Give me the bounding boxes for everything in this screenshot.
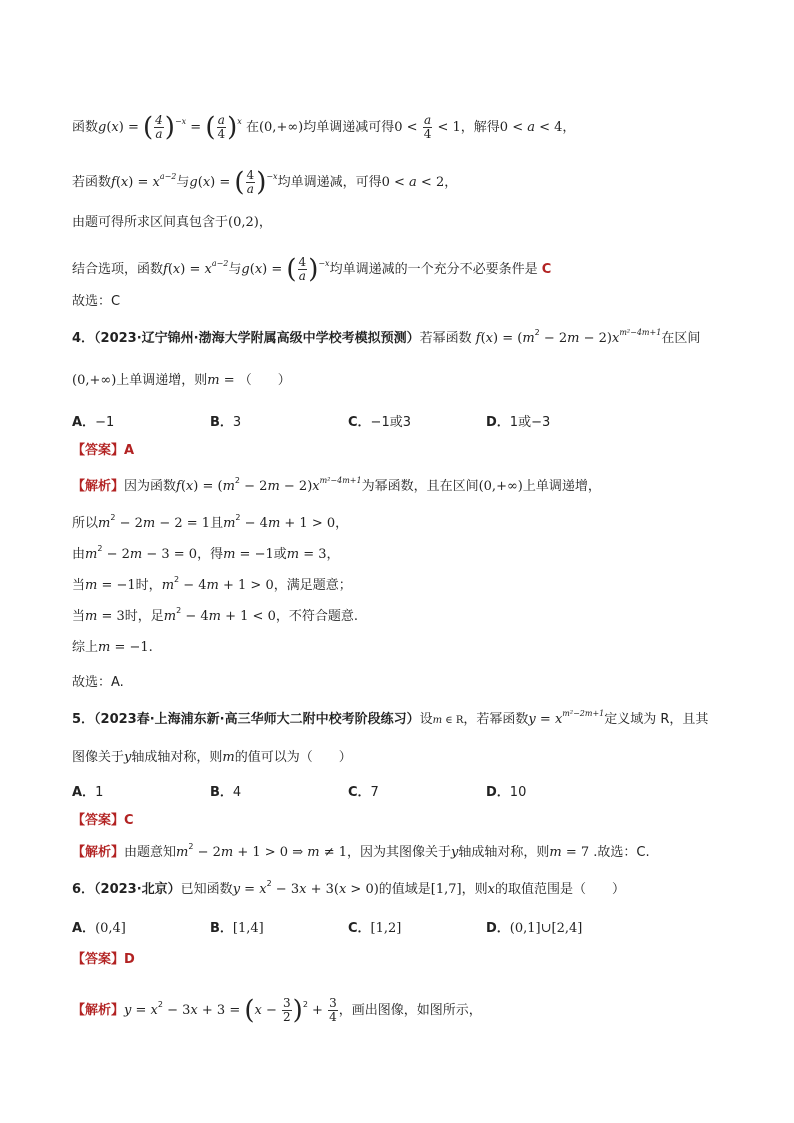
text: ，解得 <box>460 120 500 135</box>
text: 结合选项，函数 <box>72 262 164 277</box>
text: （ ） <box>238 373 291 388</box>
answer-4 <box>72 441 134 461</box>
option-b: B．4 <box>210 785 242 800</box>
option-b: B．[1,4] <box>210 921 264 936</box>
analysis-tag: 【解析】 <box>72 479 125 494</box>
option-d: D．(0,1]∪[2,4] <box>486 921 583 936</box>
analysis-5: 【解析】由题意知$m^2 - 2m + 1 > 0$ ⇒ m ≠ 1，因为其图像关于y轴成轴对称，则m = 7 .故选：C. <box>72 842 650 860</box>
text: 均单调递减可得 <box>303 120 395 135</box>
analysis-4-line-4: 当m = −1时，$m^2 - 4m + 1 > 0$，满足题意； <box>72 575 352 593</box>
option-d: D．10 <box>486 785 527 800</box>
option-c: C．−1或3 <box>348 415 411 430</box>
text: 由题可得所求区间真包含于 <box>72 215 229 230</box>
answer-letter: A <box>124 443 135 458</box>
answer-6: 【答案】D <box>72 952 135 967</box>
math: g <box>98 120 107 135</box>
option-c: C．7 <box>348 785 379 800</box>
text: 函数 <box>72 120 99 135</box>
fraction: $\frac{a}{4}$ <box>217 113 226 141</box>
answer-letter: C <box>541 262 552 277</box>
option-a: A．−1 <box>72 415 115 430</box>
answer-tag: 【答案】 <box>72 443 125 458</box>
solution-line-2: 若函数$f(x) = x^{a-2}$与g(x) = ( $\frac{4}{a}$ )$^{-x}$均单调递减，可得0 < a < 2， <box>72 167 458 198</box>
text: 均单调递减，可得 <box>277 175 382 190</box>
question-5-stem-cont: 图像关于y轴成轴对称，则m的值可以为（ ） <box>72 750 352 765</box>
text: 若函数 <box>72 175 112 190</box>
analysis-4-line-2: 所以$m^2 - 2m - 2 = 1$且$m^2 - 4m + 1 > 0$， <box>72 513 349 531</box>
question-6-stem: 6．（2023·北京）已知函数$y = x^2 - 3x + 3(x > 0)$的值域是[1,7]，则x的取值范围是（ ） <box>72 879 625 897</box>
answer-5: 【答案】C <box>72 813 134 828</box>
question-source: （2023·辽宁锦州·渤海大学附属高级中学校考模拟预测） <box>94 331 420 346</box>
option-b: B．3 <box>210 415 242 430</box>
fraction: $\frac{4}{a}$ <box>155 113 163 141</box>
option-a: A．1 <box>72 785 104 800</box>
analysis-4-line-6: 综上m = −1. <box>72 640 153 655</box>
text: 在 <box>245 120 259 135</box>
option-d: D．1或−3 <box>486 415 551 430</box>
text: 若幂函数 <box>419 331 472 346</box>
fraction: $\frac{3}{4}$ <box>329 996 337 1024</box>
text: 故选：C <box>72 294 121 309</box>
option-a: A．(0,4] <box>72 921 126 936</box>
fraction: $\frac{4}{a}$ <box>298 255 307 283</box>
solution-line-1: 函数g(x) = ( $\frac{4}{a}$ )$^{-x}$ = ( $\frac{a}{4}$ )$^x$ 在(0,+∞)均单调递减可得0 < $\frac{a}{4}$ < 1，解得0 < a < 4， <box>72 112 576 143</box>
solution-conclusion <box>72 292 120 312</box>
question-4-stem-cont: (0,+∞)上单调递增，则m = （ ） <box>72 373 291 388</box>
analysis-6: 【解析】$y = x^2 - 3x + 3 = (x$ − $\frac{3}{2}$ )$^2$ + $\frac{3}{4}$ ，画出图像，如图所示， <box>72 995 482 1026</box>
text: 与 <box>176 175 190 190</box>
question-4-stem: 4．（2023·辽宁锦州·渤海大学附属高级中学校考模拟预测）若幂函数 $f(x) = (m^2 - 2m - 2)x^{m^2-4m+1}$在区间 <box>72 328 701 346</box>
option-c: C．[1,2] <box>348 921 402 936</box>
text: 在区间 <box>661 331 701 346</box>
fraction: $\frac{3}{2}$ <box>283 996 291 1024</box>
text: 均单调递减的一个充分不必要条件是 <box>329 262 538 277</box>
solution-line-4: 结合选项，函数$f(x) = x^{a-2}$与g(x) = ( $\frac{4}{a}$ )$^{-x}$均单调递减的一个充分不必要条件是 C <box>72 254 552 285</box>
question-number: 4． <box>72 331 95 346</box>
fraction: $\frac{a}{4}$ <box>423 113 432 141</box>
solution-line-3: 由题可得所求区间真包含于(0,2)， <box>72 215 272 230</box>
question-5-stem: 5．（2023春·上海浦东新·高三华师大二附中校考阶段练习）设m ∈ R，若幂函数$y = x^{m^2-2m+1}$定义域为 R，且其 <box>72 709 709 727</box>
analysis-4-conclusion: 故选：A. <box>72 675 124 690</box>
text: 上单调递增，则 <box>116 373 208 388</box>
analysis-4-line-1: 【解析】因为函数$f(x) = (m^2 - 2m - 2)x^{m^2-4m+1}$为幂函数，且在区间(0,+∞)上单调递增， <box>72 476 601 494</box>
fraction: $\frac{4}{a}$ <box>246 168 255 196</box>
analysis-4-line-5: 当m = 3时，足$m^2 - 4m + 1 < 0$，不符合题意. <box>72 606 358 624</box>
analysis-4-line-3: 由$m^2 - 2m - 3 = 0$，得m = −1或m = 3， <box>72 544 340 562</box>
